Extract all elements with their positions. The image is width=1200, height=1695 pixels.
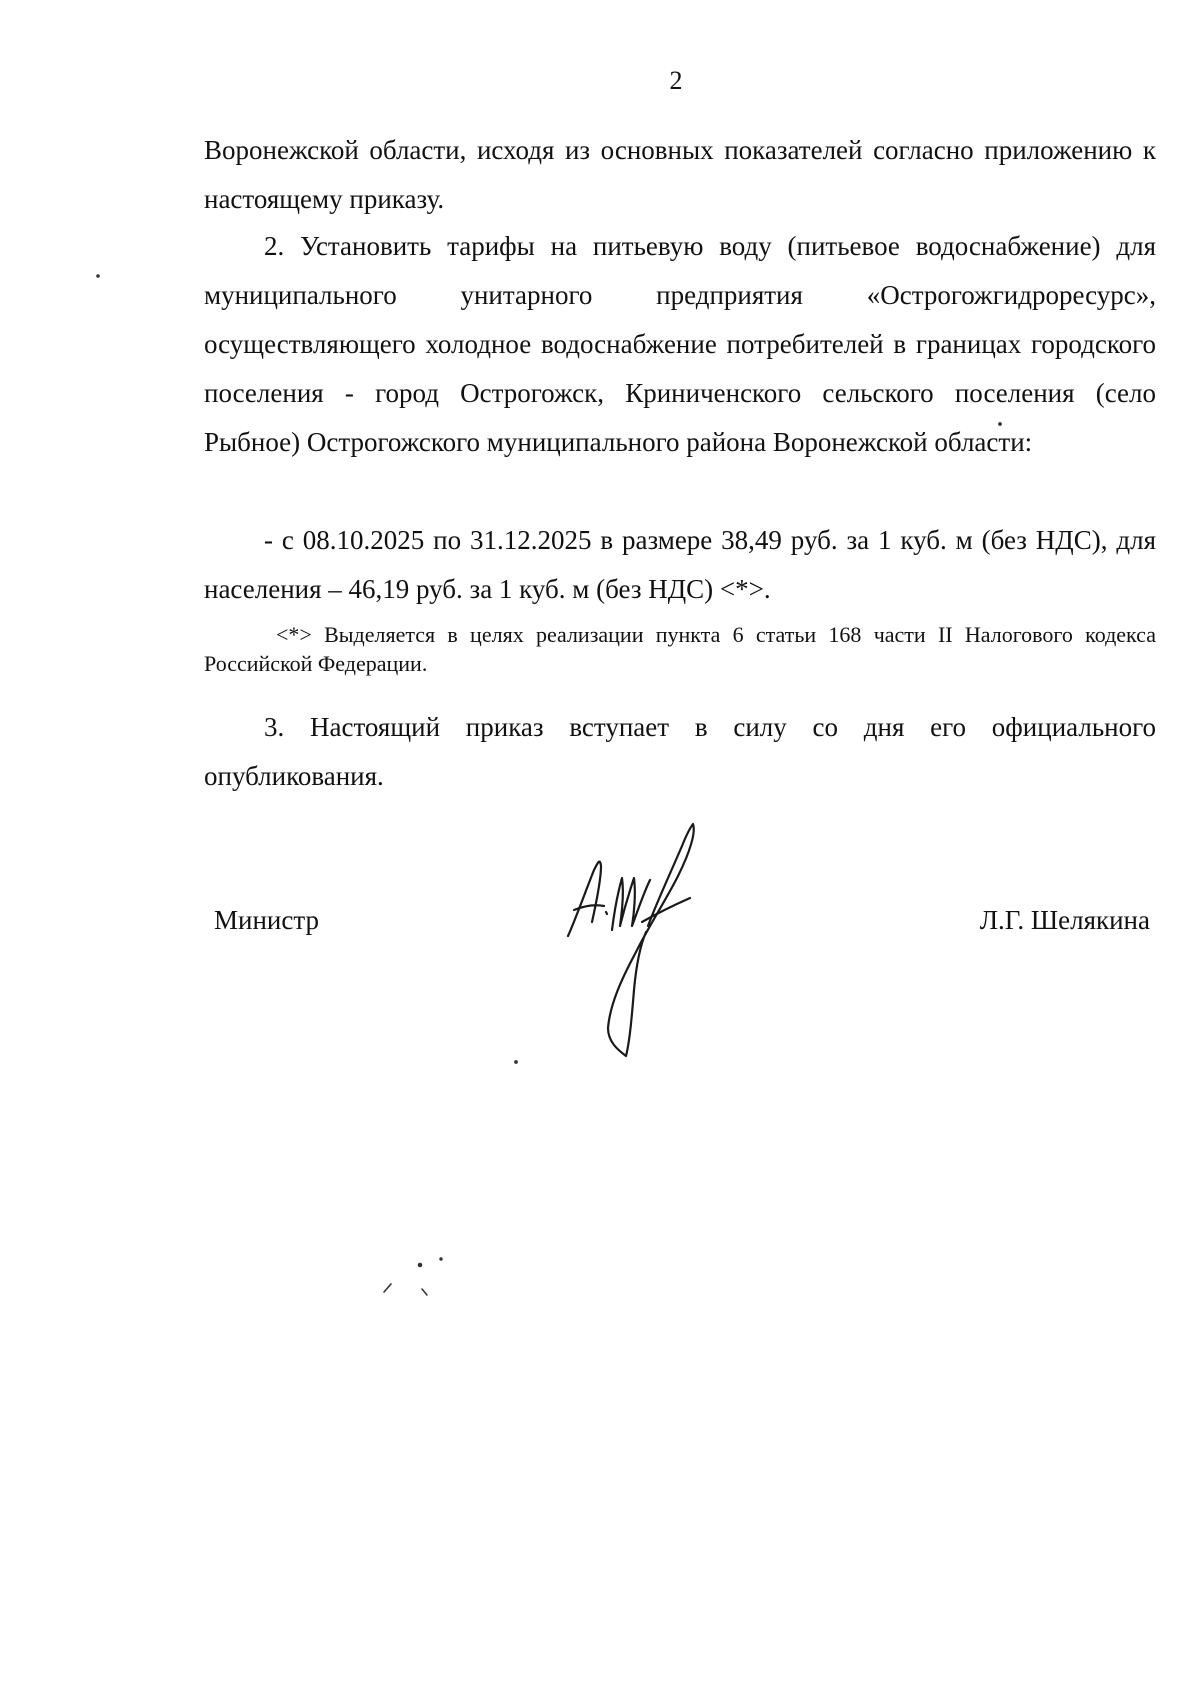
page-number: 2 (669, 66, 683, 95)
paragraph-item-3: 3. Настоящий приказ вступает в силу со дня его официального опубликования. (204, 712, 1156, 791)
paragraph-continuation: Воронежской области, исходя из основных показателей согласно приложению к настоящему приказу. (204, 135, 1156, 214)
signer-name: Л.Г. Шелякина (979, 905, 1150, 935)
signer-position: Министр (214, 905, 319, 935)
handwritten-signature-icon (560, 818, 730, 1058)
footnote: <*> Выделяется в целях реализации пункта 6 статьи 168 части II Налогового кодекса Российской Федерации. (204, 622, 1156, 676)
paragraph-tariff: - с 08.10.2025 по 31.12.2025 в размере 38,49 руб. за 1 куб. м (без НДС), для населения – 46,19 руб. за 1 куб. м (без НДС) <*>. (204, 525, 1156, 604)
paragraph-item-2: 2. Установить тарифы на питьевую воду (питьевое водоснабжение) для муниципального унитарного предприятия «Острогожгидроресурс», осуществляющего холодное водоснабжение потребителей в границах городского поселения - город Острогожск, Криниченского сельского поселения (село Рыбное) Острогожского муниципального района Воронежской области: (204, 231, 1156, 457)
